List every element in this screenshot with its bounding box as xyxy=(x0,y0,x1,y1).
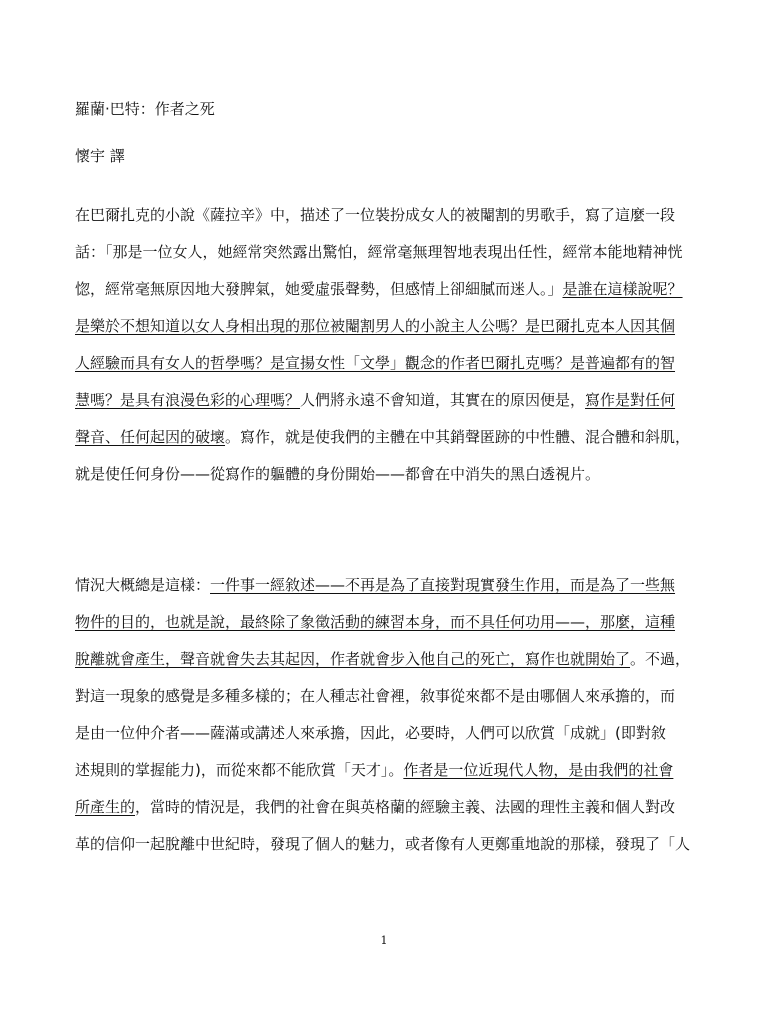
text-run: 述規則的掌握能力)，而從來都不能欣賞「天才」。 xyxy=(75,761,404,779)
paragraph-2-line-8 xyxy=(75,834,693,854)
paragraph-1-line-2 xyxy=(75,242,693,262)
text-run: 革的信仰一起脫離中世紀時，發現了個人的魅力，或者像有人更鄭重地說的那樣，發現了「人 xyxy=(75,835,691,853)
text-run: 話：「那是一位女人，她經常突然露出驚怕，經常毫無理智地表現出任性，經常本能地精神恍 xyxy=(75,243,683,261)
paragraph-1-line-3 xyxy=(75,279,693,299)
paragraph-2-line-6 xyxy=(75,760,693,780)
underlined-text: 人經驗而具有女人的哲學嗎？是宣揚女性「文學」觀念的作者巴爾扎克嗎？是普遍都有的智 xyxy=(75,354,676,372)
document-title: 羅蘭·巴特：作者之死 xyxy=(75,100,215,118)
underlined-text: 聲音、任何起因的破壞 xyxy=(75,428,226,446)
underlined-text: 寫作是對任何 xyxy=(585,391,676,409)
text-run: 惚，經常毫無原因地大發脾氣，她愛虛張聲勢，但感情上卻細膩而迷人。」 xyxy=(75,280,563,298)
text-run: ，當時的情況是，我們的社會在與英格蘭的經驗主義、法國的理性主義和個人對改 xyxy=(135,798,676,816)
paragraph-2-line-2 xyxy=(75,612,693,632)
paragraph-1-line-4 xyxy=(75,316,693,336)
paragraph-2-line-4 xyxy=(75,686,693,706)
paragraph-2-line-7 xyxy=(75,797,693,817)
paragraph-1-line-1 xyxy=(75,205,693,225)
underlined-text: 所產生的 xyxy=(75,798,136,816)
underlined-text: 脫離就會產生，聲音就會失去其起因，作者就會步入他自己的死亡，寫作也就開始了 xyxy=(75,650,631,668)
underlined-text: 慧嗎？是具有浪漫色彩的心理嗎？ xyxy=(75,391,301,409)
page-number: 1 xyxy=(380,934,388,947)
text-run: 是由一位仲介者——薩滿或講述人來承擔，因此，必要時，人們可以欣賞「成就」(即對敘 xyxy=(75,724,666,742)
text-run: 情況大概總是這樣： xyxy=(75,576,211,594)
underlined-text: 是樂於不想知道以女人身相出現的那位被閹割男人的小說主人公嗎？是巴爾扎克本人因其個 xyxy=(75,317,676,335)
paragraph-2-line-1 xyxy=(75,575,693,595)
paragraph-2-line-5 xyxy=(75,723,693,743)
paragraph-1-line-7 xyxy=(75,427,693,447)
text-run: 在巴爾扎克的小說《薩拉辛》中，描述了一位裝扮成女人的被閹割的男歌手，寫了這麼一段 xyxy=(75,206,676,224)
translator-line: 懷宇 譯 xyxy=(75,147,125,165)
paragraph-1-line-6 xyxy=(75,390,693,410)
paragraph-1-line-8 xyxy=(75,464,693,484)
text-run: 。寫作，就是使我們的主體在中其銷聲匿跡的中性體、混合體和斜肌， xyxy=(225,428,691,446)
text-run: 。不過， xyxy=(630,650,691,668)
underlined-text: 一件事一經敘述——不再是為了直接對現實發生作用，而是為了一些無 xyxy=(210,576,676,594)
underlined-text: 物件的目的，也就是說，最終除了象徵活動的練習本身，而不具任何功用——，那麼，這種 xyxy=(75,613,676,631)
text-run: 對這一現象的感覺是多種多樣的；在人種志社會裡，敘事從來都不是由哪個人來承擔的，而 xyxy=(75,687,676,705)
paragraph-1-line-5 xyxy=(75,353,693,373)
underlined-text: 是誰在這樣說呢？ xyxy=(562,280,683,298)
underlined-text: 作者是一位近現代人物，是由我們的社會 xyxy=(403,761,674,779)
text-run: 就是使任何身份——從寫作的軀體的身份開始——都會在中消失的黑白透視片。 xyxy=(75,465,601,483)
text-run: 人們將永遠不會知道，其實在的原因便是， xyxy=(300,391,586,409)
paragraph-2-line-3 xyxy=(75,649,693,669)
